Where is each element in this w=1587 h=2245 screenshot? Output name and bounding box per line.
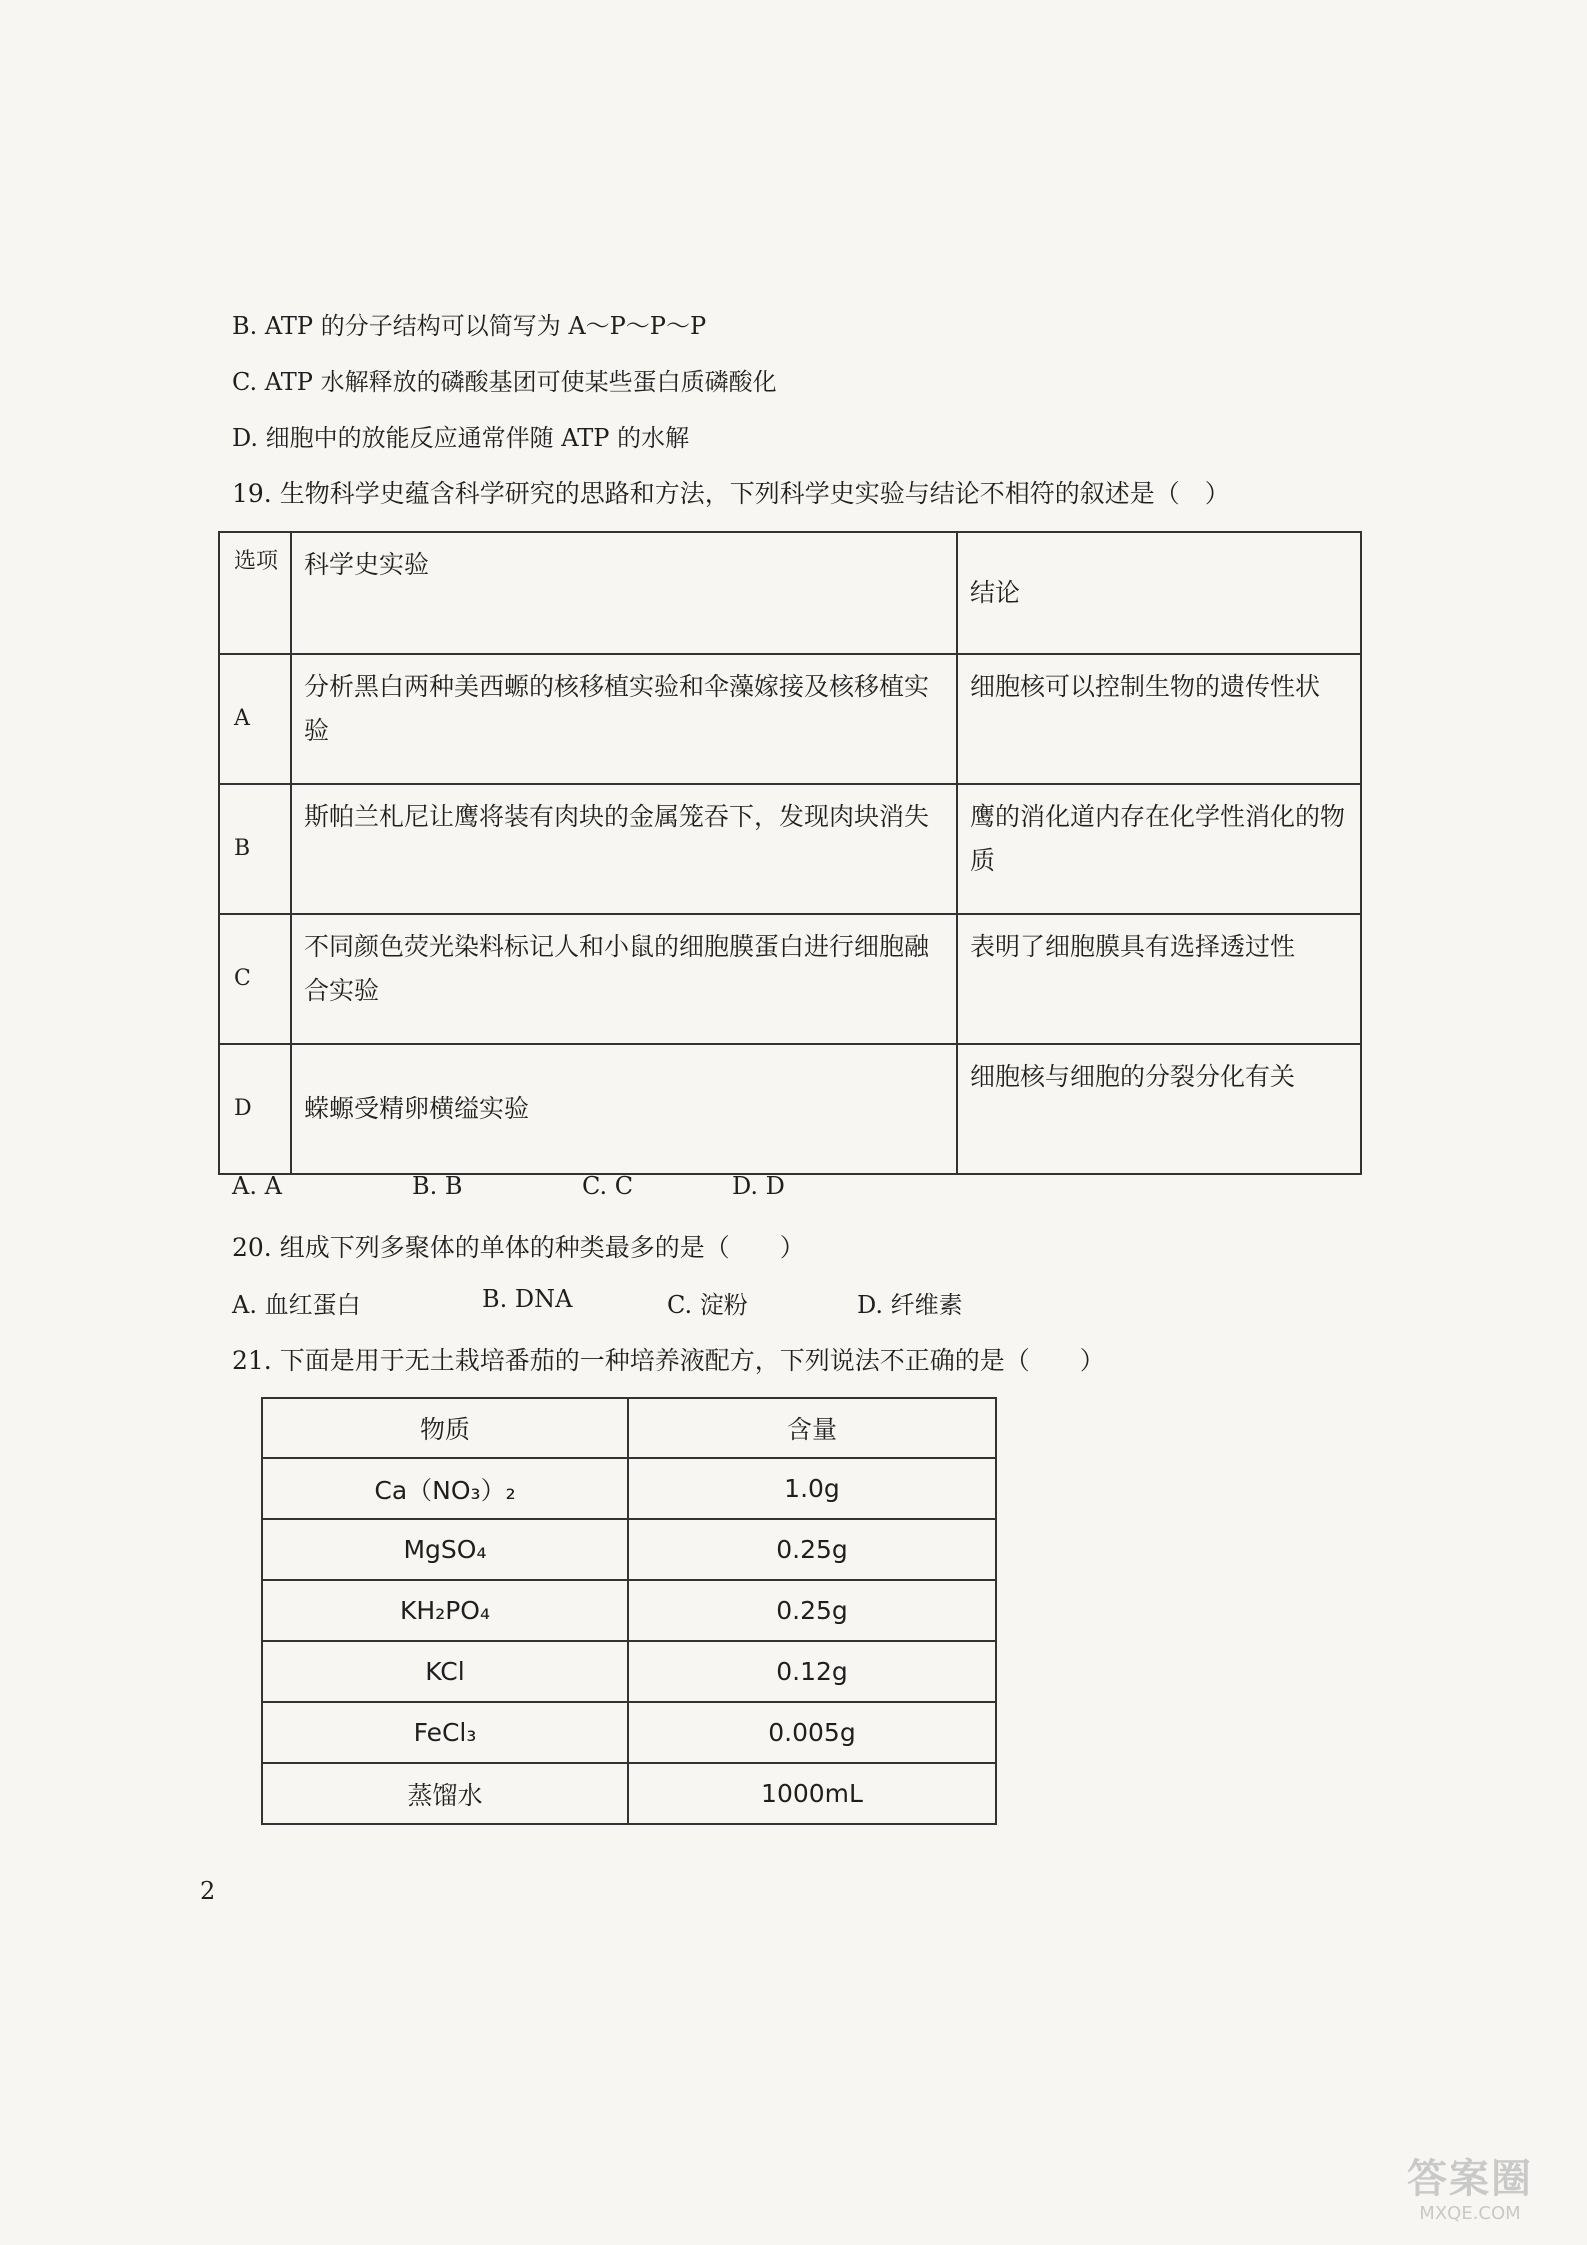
table-row [219,654,1361,784]
q21-row-amount: 0.12g [628,1641,996,1702]
table-row [262,1641,996,1702]
q20-stem: 20. 组成下列多聚体的单体的种类最多的是（ ） [232,1233,805,1262]
table-row [262,1458,996,1519]
q21-stem: 21. 下面是用于无土栽培番茄的一种培养液配方，下列说法不正确的是（ ） [232,1346,1105,1375]
q19-row-option: C [219,914,291,1044]
q21-row-substance: KH₂PO₄ [262,1580,628,1641]
q21-row-amount: 0.005g [628,1702,996,1763]
q20-choice-a: A. 血红蛋白 [232,1291,361,1319]
q21-row-substance: 蒸馏水 [262,1763,628,1824]
table-row [262,1580,996,1641]
q19-row-conclusion: 表明了细胞膜具有选择透过性 [957,914,1361,1044]
q19-row-conclusion: 细胞核可以控制生物的遗传性状 [957,654,1361,784]
q21-row-substance: MgSO₄ [262,1519,628,1580]
q21-table [261,1397,997,1825]
q19-choice-d: D. D [732,1172,785,1200]
q20-choice-b: B. DNA [482,1285,573,1313]
q19-stem: 19. 生物科学史蕴含科学研究的思路和方法，下列科学史实验与结论不相符的叙述是（ ） [232,479,1230,508]
q21-row-amount: 1.0g [628,1458,996,1519]
q18-option-c: C. ATP 水解释放的磷酸基团可使某些蛋白质磷酸化 [232,368,777,396]
watermark-logo-text: 答案圈 [1407,2156,1533,2202]
page-number: 2 [200,1877,216,1905]
q19-row-experiment: 斯帕兰札尼让鹰将装有肉块的金属笼吞下，发现肉块消失 [291,784,957,914]
q21-header-amount: 含量 [628,1398,996,1458]
q21-row-substance: KCl [262,1641,628,1702]
q20-choice-d: D. 纤维素 [857,1291,963,1319]
q19-choice-c: C. C [582,1172,634,1200]
q20-choice-c: C. 淀粉 [667,1291,748,1319]
table-row [262,1763,996,1824]
watermark-site: MXQE.COM [1419,2203,1521,2224]
table-row [219,914,1361,1044]
q19-row-conclusion: 鹰的消化道内存在化学性消化的物质 [957,784,1361,914]
q20-choices [232,1285,1032,1317]
q19-row-experiment: 蝾螈受精卵横缢实验 [291,1044,957,1174]
q19-table-header [219,532,1361,654]
q21-row-substance: FeCl₃ [262,1702,628,1763]
table-row [262,1702,996,1763]
q19-row-conclusion: 细胞核与细胞的分裂分化有关 [957,1044,1361,1174]
q19-header-conclusion: 结论 [957,532,1361,654]
q19-header-experiment: 科学史实验 [291,532,957,654]
q19-header-option: 选项 [219,532,291,654]
q21-row-amount: 1000mL [628,1763,996,1824]
q21-table-header [262,1398,996,1458]
q19-row-option: D [219,1044,291,1174]
watermark-logo [1375,2155,1565,2235]
table-row [219,784,1361,914]
q18-option-d: D. 细胞中的放能反应通常伴随 ATP 的水解 [232,424,690,452]
q19-row-option: A [219,654,291,784]
table-row [262,1519,996,1580]
q19-row-experiment: 不同颜色荧光染料标记人和小鼠的细胞膜蛋白进行细胞融合实验 [291,914,957,1044]
table-row [219,1044,1361,1174]
q21-row-substance: Ca（NO₃）₂ [262,1458,628,1519]
q19-choice-a: A. A [232,1172,282,1200]
q21-header-substance: 物质 [262,1398,628,1458]
q19-row-experiment: 分析黑白两种美西螈的核移植实验和伞藻嫁接及核移植实验 [291,654,957,784]
q19-choices [232,1172,932,1204]
q21-row-amount: 0.25g [628,1519,996,1580]
q21-row-amount: 0.25g [628,1580,996,1641]
q19-row-option: B [219,784,291,914]
q19-table [218,531,1362,1175]
q18-option-b: B. ATP 的分子结构可以简写为 A～P～P～P [232,312,707,340]
q19-choice-b: B. B [412,1172,463,1200]
